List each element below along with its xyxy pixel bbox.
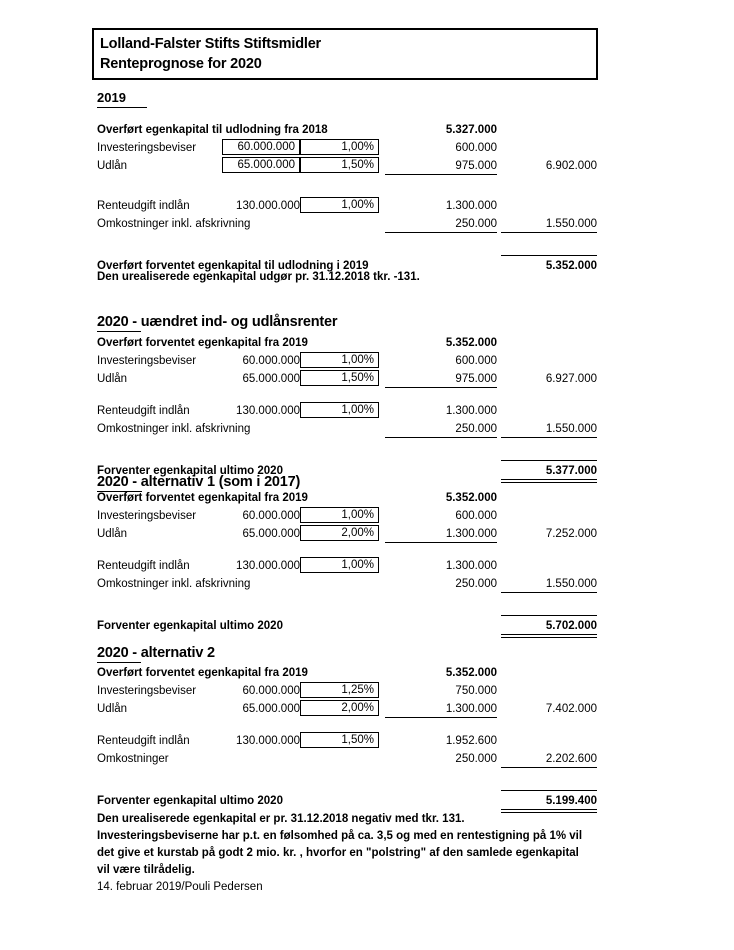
principal-value: 130.000.000 <box>236 735 300 747</box>
amount-value: 5.352.000 <box>445 667 497 679</box>
amount-value: 750.000 <box>455 685 497 697</box>
row-label: Forventer egenkapital ultimo 2020 <box>97 795 283 807</box>
amount-value: 250.000 <box>455 218 497 230</box>
footer-line: Investeringsbeviserne har p.t. en følsomhed på ca. 3,5 og med en rentestigning på 1% vil <box>97 830 583 842</box>
row-label: Udlån <box>97 160 128 172</box>
document-title-box <box>92 28 598 80</box>
footer-signature: 14. februar 2019/Pouli Pedersen <box>97 881 263 893</box>
subtotal-rule <box>501 437 597 438</box>
principal-value: 65.000.000 <box>242 703 300 715</box>
subtotal-rule <box>501 767 597 768</box>
subtotal-rule <box>385 387 497 388</box>
row-label: Omkostninger <box>97 753 169 765</box>
row-label: Investeringsbeviser <box>97 142 197 154</box>
total-value: 6.927.000 <box>545 373 597 385</box>
section-heading-rule <box>97 331 141 333</box>
amount-value: 975.000 <box>455 160 497 172</box>
amount-value: 1.952.600 <box>445 735 497 747</box>
row-label: Omkostninger inkl. afskrivning <box>97 578 251 590</box>
total-value: 5.352.000 <box>545 260 597 272</box>
row-label: Udlån <box>97 703 128 715</box>
section-heading-rule <box>97 662 141 664</box>
principal-input[interactable]: 65.000.000 <box>222 157 300 173</box>
row-label: Investeringsbeviser <box>97 685 197 697</box>
grandtotal-rule-top <box>501 790 597 791</box>
rate-input[interactable]: 1,50% <box>300 157 379 173</box>
row-label: Omkostninger inkl. afskrivning <box>97 423 251 435</box>
total-value: 1.550.000 <box>545 218 597 230</box>
row-label: Omkostninger inkl. afskrivning <box>97 218 251 230</box>
section-heading <box>97 645 215 661</box>
amount-value: 600.000 <box>455 510 497 522</box>
principal-value: 65.000.000 <box>242 373 300 385</box>
grandtotal-rule <box>501 255 597 256</box>
section-heading <box>97 474 300 490</box>
subtotal-rule <box>385 437 497 438</box>
row-label: Overført forventet egenkapital fra 2019 <box>97 492 308 504</box>
document-title-line-2: Renteprognose for 2020 <box>100 56 262 72</box>
total-value: 5.199.400 <box>545 795 597 807</box>
rate-input[interactable]: 1,00% <box>300 507 379 523</box>
principal-value: 60.000.000 <box>242 685 300 697</box>
row-label: Overført forventet egenkapital fra 2019 <box>97 667 308 679</box>
amount-value: 600.000 <box>455 355 497 367</box>
amount-value: 5.327.000 <box>445 124 497 136</box>
footer-line: Den urealiserede egenkapital er pr. 31.12.2018 negativ med tkr. 131. <box>97 813 465 825</box>
row-label: Overført forventet egenkapital fra 2019 <box>97 337 308 349</box>
row-label: Renteudgift indlån <box>97 560 190 572</box>
rate-input[interactable]: 1,00% <box>300 402 379 418</box>
footer-line: vil være tilrådelig. <box>97 864 195 876</box>
total-value: 1.550.000 <box>545 423 597 435</box>
grandtotal-rule-top <box>501 615 597 616</box>
row-label: Overført egenkapital til udlodning fra 2018 <box>97 124 328 136</box>
rate-input[interactable]: 2,00% <box>300 700 379 716</box>
row-label: Udlån <box>97 373 128 385</box>
section-heading-label: 2020 - alternativ 2 <box>97 645 215 661</box>
amount-value: 975.000 <box>455 373 497 385</box>
principal-value: 60.000.000 <box>242 355 300 367</box>
total-value: 1.550.000 <box>545 578 597 590</box>
subtotal-rule <box>385 717 497 718</box>
principal-value: 130.000.000 <box>236 200 300 212</box>
amount-value: 1.300.000 <box>445 560 497 572</box>
section-heading-rule <box>97 107 147 109</box>
total-value: 5.702.000 <box>545 620 597 632</box>
section-heading <box>97 90 126 106</box>
row-label: Udlån <box>97 528 128 540</box>
rate-input[interactable]: 1,50% <box>300 370 379 386</box>
amount-value: 250.000 <box>455 423 497 435</box>
row-label: Forventer egenkapital ultimo 2020 <box>97 620 283 632</box>
principal-value: 130.000.000 <box>236 560 300 572</box>
total-value: 7.402.000 <box>545 703 597 715</box>
grandtotal-double-rule <box>501 809 597 813</box>
row-label: Renteudgift indlån <box>97 200 190 212</box>
row-label: Investeringsbeviser <box>97 355 197 367</box>
grandtotal-double-rule <box>501 479 597 483</box>
rate-input[interactable]: 1,50% <box>300 732 379 748</box>
total-value: 7.252.000 <box>545 528 597 540</box>
subtotal-rule <box>501 592 597 593</box>
rate-input[interactable]: 2,00% <box>300 525 379 541</box>
document-title-line-1: Lolland-Falster Stifts Stiftsmidler <box>100 36 321 52</box>
amount-value: 5.352.000 <box>445 492 497 504</box>
rate-input[interactable]: 1,00% <box>300 352 379 368</box>
rate-input[interactable]: 1,00% <box>300 139 379 155</box>
section-heading-label: 2020 - uændret ind- og udlånsrenter <box>97 314 338 330</box>
section-heading-label: 2019 <box>97 90 126 105</box>
subtotal-rule <box>385 174 497 175</box>
grandtotal-rule-top <box>501 460 597 461</box>
subtotal-rule <box>501 232 597 233</box>
total-value: 2.202.600 <box>545 753 597 765</box>
row-label: Overført forventet egenkapital til udlodning i 2019 <box>97 260 369 272</box>
amount-value: 600.000 <box>455 142 497 154</box>
row-label: Renteudgift indlån <box>97 735 190 747</box>
rate-input[interactable]: 1,00% <box>300 557 379 573</box>
amount-value: 250.000 <box>455 753 497 765</box>
rate-input[interactable]: 1,25% <box>300 682 379 698</box>
amount-value: 1.300.000 <box>445 405 497 417</box>
total-value: 6.902.000 <box>545 160 597 172</box>
subtotal-rule <box>385 542 497 543</box>
section-note: Den urealiserede egenkapital udgør pr. 31.12.2018 tkr. -131. <box>97 271 420 283</box>
principal-input[interactable]: 60.000.000 <box>222 139 300 155</box>
amount-value: 5.352.000 <box>445 337 497 349</box>
subtotal-rule <box>385 232 497 233</box>
rate-input[interactable]: 1,00% <box>300 197 379 213</box>
amount-value: 1.300.000 <box>445 528 497 540</box>
amount-value: 250.000 <box>455 578 497 590</box>
principal-value: 130.000.000 <box>236 405 300 417</box>
section-heading <box>97 314 337 330</box>
section-heading-label: 2020 - alternativ 1 (som i 2017) <box>97 474 301 490</box>
row-label: Investeringsbeviser <box>97 510 197 522</box>
row-label: Renteudgift indlån <box>97 405 190 417</box>
row-label: Forventer egenkapital ultimo 2020 <box>97 465 283 477</box>
total-value: 5.377.000 <box>545 465 597 477</box>
grandtotal-double-rule <box>501 634 597 638</box>
principal-value: 65.000.000 <box>242 528 300 540</box>
principal-value: 60.000.000 <box>242 510 300 522</box>
amount-value: 1.300.000 <box>445 200 497 212</box>
amount-value: 1.300.000 <box>445 703 497 715</box>
footer-line: det give et kurstab på godt 2 mio. kr. , hvorfor en "polstring" af den samlede egenkapital <box>97 847 579 859</box>
